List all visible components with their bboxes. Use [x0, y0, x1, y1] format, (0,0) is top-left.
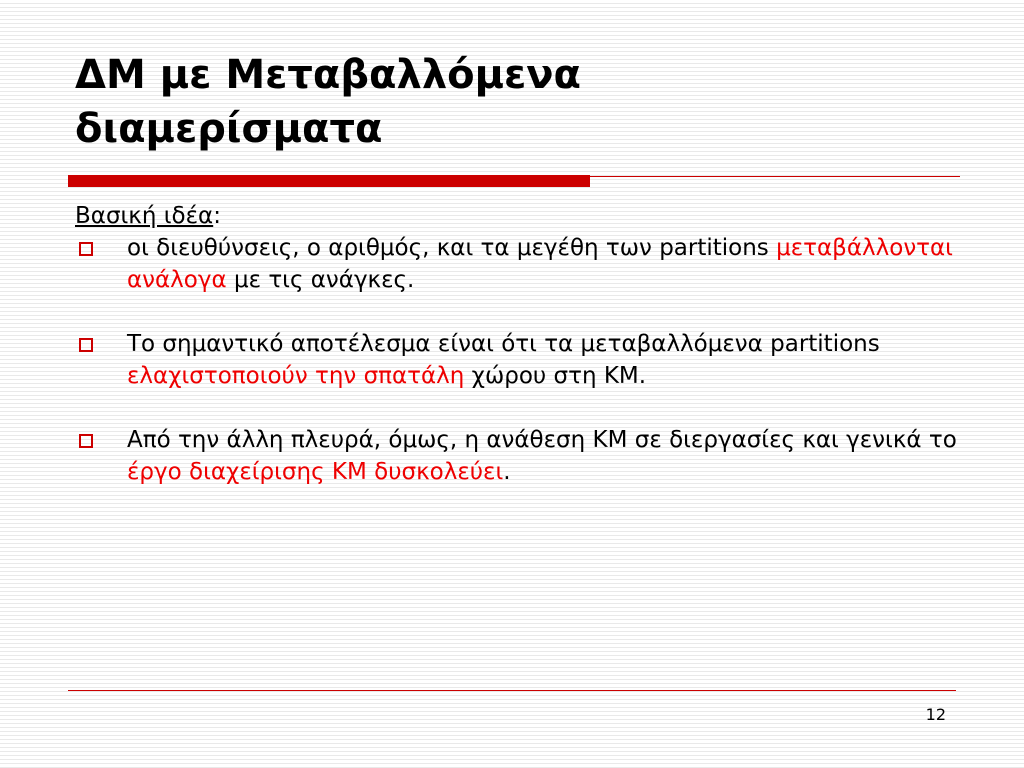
title-underline-bar: [68, 175, 590, 187]
intro-label: Βασική ιδέα: [75, 203, 214, 229]
bullet-1-highlight: μεταβάλλονται ανάλογα: [127, 235, 953, 293]
page-number: 12: [925, 705, 946, 724]
bullet-1-text-end: με τις ανάγκες.: [226, 267, 415, 293]
bullet-3-highlight: έργο διαχείρισης ΚΜ δυσκολεύει: [127, 459, 504, 485]
intro-line: [75, 200, 965, 232]
bullet-item-1: [75, 232, 965, 296]
bullet-1-text: οι διευθύνσεις, ο αριθμός, και τα μεγέθη των partitions: [127, 235, 777, 261]
footer-divider: [68, 690, 956, 691]
bullet-2-text-end: χώρου στη ΚΜ.: [464, 363, 647, 389]
hollow-square-icon: [79, 434, 93, 448]
slide-body: [75, 200, 965, 488]
bullet-2-highlight: ελαχιστοποιούν την σπατάλη: [127, 363, 465, 389]
bullet-item-2: [75, 328, 965, 392]
hollow-square-icon: [79, 242, 93, 256]
bullet-2-text: Το σημαντικό αποτέλεσμα είναι ότι τα μεταβαλλόμενα partitions: [127, 331, 880, 357]
hollow-square-icon: [79, 338, 93, 352]
bullet-3-text-end: .: [503, 459, 511, 485]
slide-title: [75, 48, 975, 156]
slide-title-line-1: ΔΜ με Μεταβαλλόμενα: [75, 52, 582, 98]
bullet-3-text: Από την άλλη πλευρά, όμως, η ανάθεση ΚΜ σε διεργασίες και γενικά το: [127, 427, 957, 453]
bullet-item-3: [75, 424, 965, 488]
slide-title-line-2: διαμερίσματα: [75, 106, 383, 152]
title-underline-thin-line: [590, 176, 960, 177]
intro-colon: :: [213, 203, 221, 229]
